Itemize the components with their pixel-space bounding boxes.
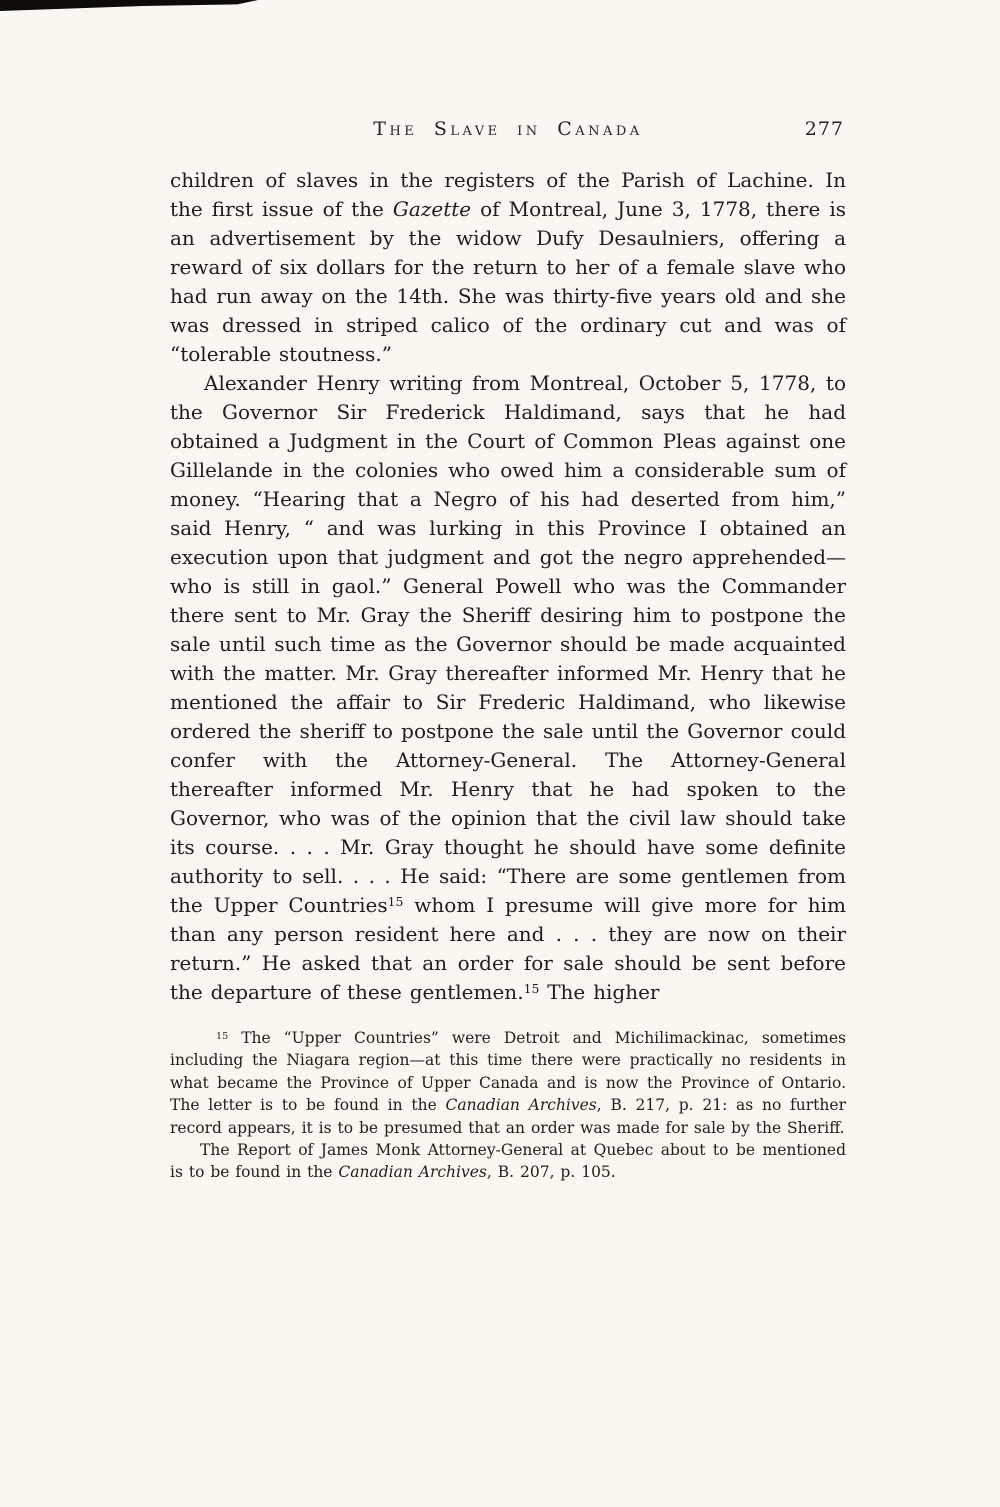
footnote-marker: 15: [387, 894, 404, 910]
body-paragraph-1: [170, 166, 846, 369]
running-title: The Slave in Canada: [373, 118, 643, 140]
text-run: whom I presume will give more for him than any person resident here and . . . they are now on their return.” He asked that an order for sale should be sent before the departure of these gentlemen.: [170, 893, 846, 1004]
text-run: The Report of James Monk Attorney-General at Quebec about to be mentioned is to be found in the: [170, 1141, 846, 1182]
text-run: The “Upper Countries” were Detroit and Michilimackinac, sometimes including the Niagara region—at this time there were practically no residents in what became the Province of Upper Canada and is now the Province of Ontario. The letter is to be found in the: [170, 1029, 846, 1115]
page-number: 277: [804, 118, 844, 140]
page-content: [170, 118, 846, 1184]
footnote-marker: 15: [523, 981, 540, 997]
text-run: , B. 217, p. 21: as no further record appears, it is to be presumed that an order was made for sale by the Sheriff.: [170, 1096, 846, 1137]
text-run: children of slaves in the registers of the Parish of Lachine. In the first issue of the: [170, 168, 846, 221]
text-run: , B. 207, p. 105.: [486, 1163, 616, 1182]
footnote-marker: 15: [216, 1030, 229, 1042]
body-paragraph-2: [170, 369, 846, 1007]
page-header: [170, 118, 846, 146]
text-run: The higher: [539, 980, 660, 1004]
footnote-paragraph-1: [170, 1027, 846, 1139]
italic-text: Canadian Archives: [445, 1096, 597, 1115]
scan-artifact: [0, 0, 258, 11]
text-run: of Montreal, June 3, 1778, there is an advertisement by the widow Dufy Desaulniers, offering a reward of six dollars for the return to her of a female slave who had run away on the 14th. She was thirty-five years old and she was dressed in striped calico of the ordinary cut and was of “tolerable stoutness.”: [170, 197, 846, 366]
italic-text: Gazette: [392, 197, 472, 221]
italic-text: Canadian Archives: [338, 1163, 487, 1182]
footnotes-section: [170, 1027, 846, 1184]
body-text: [170, 166, 846, 1007]
footnote-paragraph-2: [170, 1139, 846, 1184]
text-run: Alexander Henry writing from Montreal, October 5, 1778, to the Governor Sir Frederick Haldimand, says that he had obtained a Judgment in the Court of Common Pleas against one Gillelande in the colonies who owed him a considerable sum of money. “Hearing that a Negro of his had deserted from him,” said Henry, “ and was lurking in this Province I obtained an execution upon that judgment and got the negro apprehended—who is still in gaol.” General Powell who was the Commander there sent to Mr. Gray the Sheriff desiring him to postpone the sale until such time as the Governor should be made acquainted with the matter. Mr. Gray thereafter informed Mr. Henry that he mentioned the affair to Sir Frederic Haldimand, who likewise ordered the sheriff to postpone the sale until the Governor could confer with the Attorney-General. The Attorney-General thereafter informed Mr. Henry that he had spoken to the Governor, who was of the opinion that the civil law should take its course. . . . Mr. Gray thought he should have some definite authority to sell. . . . He said: “There are some gentlemen from the Upper Countries: [170, 371, 846, 917]
